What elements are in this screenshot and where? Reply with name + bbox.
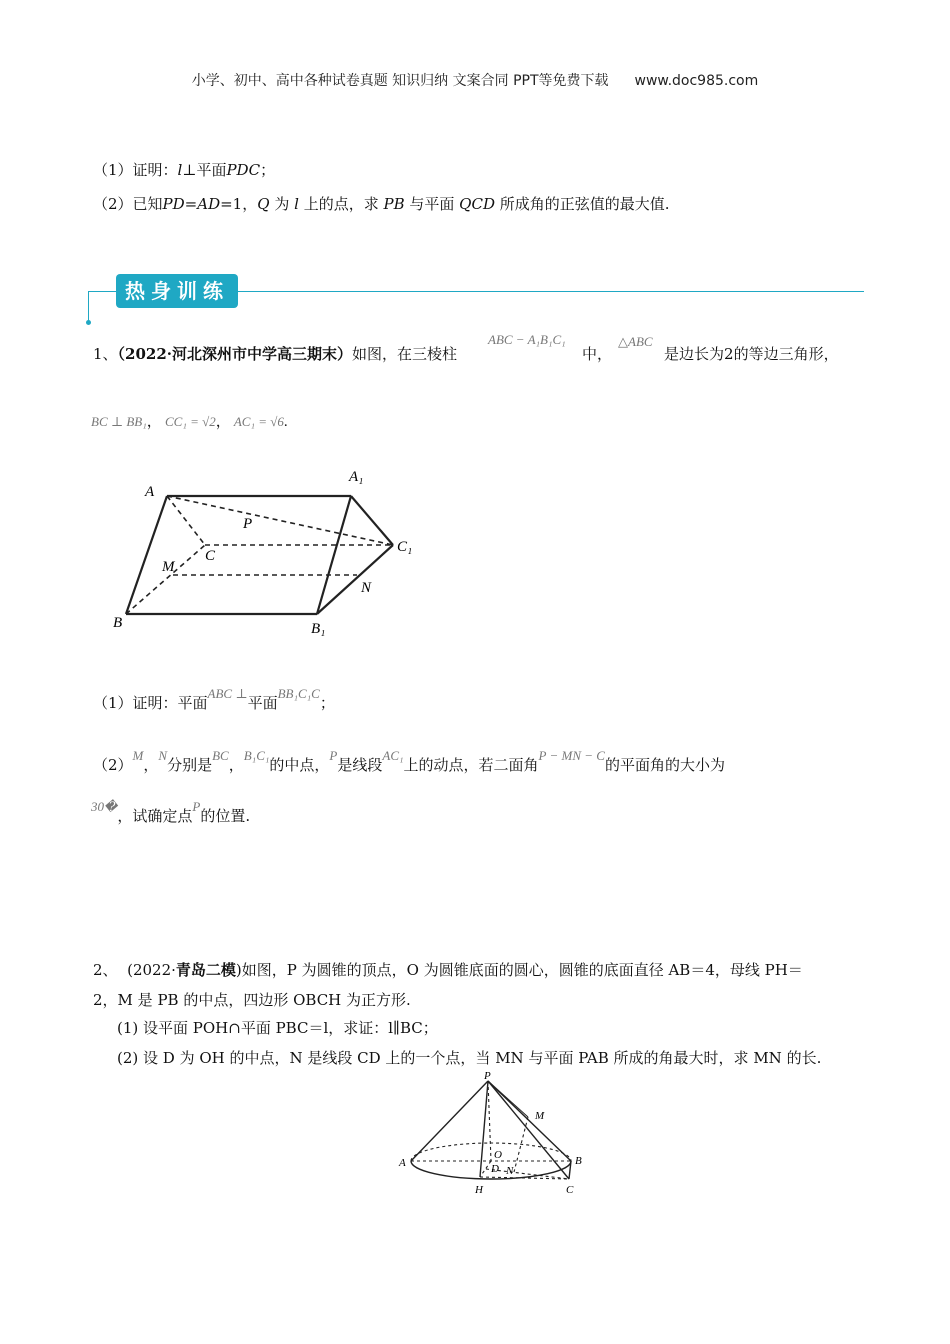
label-N: N [361, 580, 372, 596]
problem1-prism: ABC − A₁B₁C₁ [488, 332, 566, 347]
label-A: A [145, 484, 155, 500]
edge-C1B1 [317, 545, 393, 614]
problem1-sub2: （2）M，N分别是BC，B₁C₁的中点，P是线段AC₁上的动点，若二面角P − MN − C的平面角的大小为 [93, 748, 725, 774]
intro-q1: （1）证明：l⊥平面PDC； [93, 161, 276, 179]
banner-line [238, 291, 864, 292]
problem1-line1: 1、（2022·河北深州市中学高三期末）如图，在三棱柱 [93, 345, 458, 363]
label-A: A [399, 1157, 406, 1169]
generatrix-PA [411, 1081, 488, 1161]
intro-q2: （2）已知PD=AD=1，Q 为 l 上的点，求 PB 与平面 QCD 所成角的正弦值的最大值. [93, 195, 670, 213]
header-site[interactable]: www.doc985.com [634, 73, 759, 89]
label-A1: A₁ [349, 469, 364, 485]
label-H: H [475, 1184, 483, 1196]
label-B: B [575, 1155, 582, 1167]
problem1-triangle: △ABC [618, 334, 653, 349]
label-B: B [113, 615, 123, 631]
problem1-text-c: 是边长为2的等边三角形， [664, 345, 839, 363]
problem2-sub1: (1) 设平面 POH∩平面 PBC＝l，求证：l∥BC； [117, 1019, 438, 1037]
problem1-sub1: （1）证明：平面ABC ⊥平面BB₁C₁C； [93, 686, 335, 712]
problem1-conditions: BC ⊥ BB₁， CC₁ = √2， AC₁ = √6. [91, 414, 288, 430]
edge-A1B1 [317, 496, 351, 614]
segment-PM [488, 1081, 528, 1117]
label-P: P [243, 516, 253, 532]
generatrix-PH [480, 1081, 488, 1177]
label-D: D [491, 1163, 499, 1175]
banner-line-vertical [88, 291, 89, 323]
label-O: O [494, 1149, 502, 1161]
label-C1: C₁ [397, 539, 413, 555]
edge-A1C1 [351, 496, 393, 545]
banner-dot [86, 320, 91, 325]
problem2-line2: 2，M 是 PB 的中点，四边形 OBCH 为正方形. [93, 991, 411, 1009]
header-text: 小学、初中、高中各种试卷真题 知识归纳 文案合同 PPT等免费下载 [191, 73, 609, 89]
label-C: C [566, 1184, 574, 1196]
prism-figure [105, 465, 425, 645]
axis-PO [488, 1081, 491, 1161]
problem2-sub2: (2) 设 D 为 OH 的中点，N 是线段 CD 上的一个点，当 MN 与平面 PAB 所成的角最大时，求 MN 的长. [117, 1049, 822, 1067]
problem1-sub2-cont: 30�，试确定点P的位置. [91, 799, 251, 825]
label-B1: B₁ [311, 621, 326, 637]
problem2-line1: 2、 (2022·青岛二模)如图，P 为圆锥的顶点，O 为圆锥底面的圆心，圆锥的底面直径 AB＝4，母线 PH＝ [93, 961, 803, 979]
label-C: C [205, 548, 216, 564]
page-header [0, 70, 950, 90]
problem1-text-b: 中， [582, 345, 613, 363]
label-N: N [506, 1165, 514, 1177]
label-M: M [162, 559, 175, 575]
section-banner: 热身训练 [116, 274, 238, 308]
edge-AC1 [167, 496, 393, 545]
edge-BC [569, 1161, 571, 1179]
label-M: M [535, 1110, 545, 1122]
edge-AC [167, 496, 205, 545]
label-P: P [484, 1070, 491, 1082]
banner-line-left [88, 291, 116, 292]
cone-figure [394, 1066, 594, 1201]
generatrix-PC [488, 1081, 569, 1179]
